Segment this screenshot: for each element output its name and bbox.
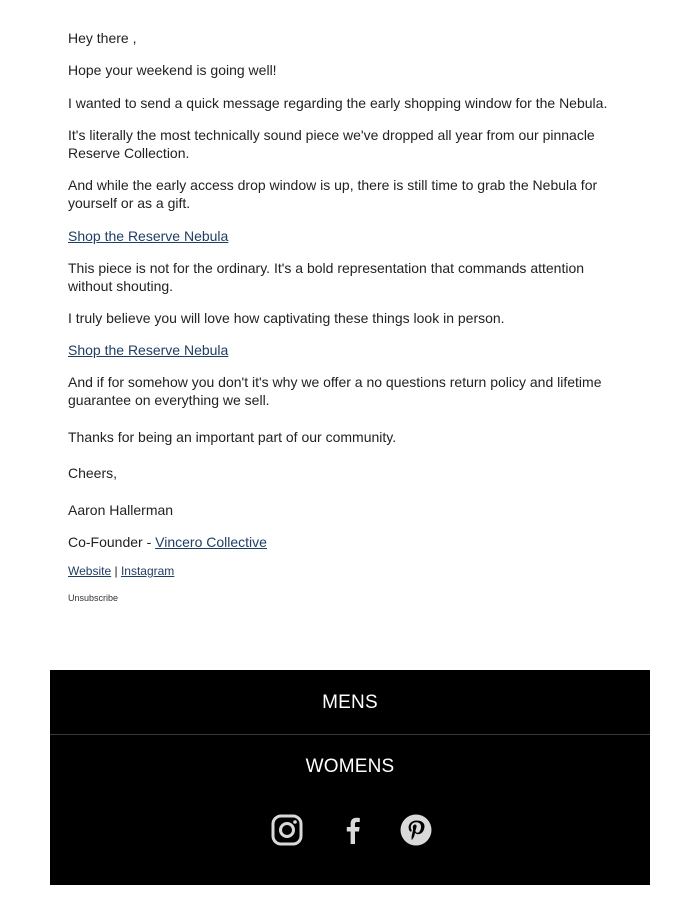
facebook-icon[interactable] (336, 813, 370, 847)
signature-links: Website | Instagram (68, 564, 175, 578)
nav-womens[interactable]: WOMENS (305, 756, 395, 777)
ordinary-text: This piece is not for the ordinary. It's a bold representation that commands attention without shouting. (68, 260, 585, 294)
shop-reserve-nebula-link[interactable]: Shop the Reserve Nebula (68, 228, 229, 244)
collection-text: It's literally the most technically sound piece we've dropped all year from our pinnacle Reserve Collection. (68, 127, 595, 161)
footer-nav (50, 670, 650, 885)
cta-shop-link-1-wrap (68, 227, 628, 245)
greeting-text: Hey there , (68, 30, 137, 46)
signature-title: Co-Founder - Vincero Collective (68, 534, 267, 550)
footer-divider (50, 734, 650, 735)
instagram-link[interactable]: Instagram (120, 564, 175, 578)
early-access-text: And while the early access drop window is up, there is still time to grab the Nebula for yourself or as a gift. (68, 177, 598, 211)
weekend-text: Hope your weekend is going well! (68, 62, 277, 78)
vincero-collective-link[interactable]: Vincero Collective (155, 534, 267, 550)
shop-reserve-nebula-link-2[interactable]: Shop the Reserve Nebula (68, 342, 229, 358)
instagram-icon[interactable] (270, 813, 304, 847)
unsubscribe-link[interactable]: Unsubscribe (68, 593, 119, 603)
guarantee-text: And if for somehow you don't it's why we offer a no questions return policy and lifetime guarantee on everything we sell. (68, 374, 602, 408)
cta-shop-link-2-wrap (68, 341, 628, 359)
website-link[interactable]: Website (68, 564, 112, 578)
believe-text: I truly believe you will love how captivating these things look in person. (68, 310, 505, 326)
message-text: I wanted to send a quick message regarding the early shopping window for the Nebula. (68, 95, 608, 111)
thanks-text: Thanks for being an important part of our community. (68, 429, 397, 445)
pinterest-icon[interactable] (399, 813, 433, 847)
nav-mens[interactable]: MENS (322, 692, 378, 713)
signoff-text: Cheers, (68, 465, 118, 481)
signature-name: Aaron Hallerman (68, 502, 174, 518)
